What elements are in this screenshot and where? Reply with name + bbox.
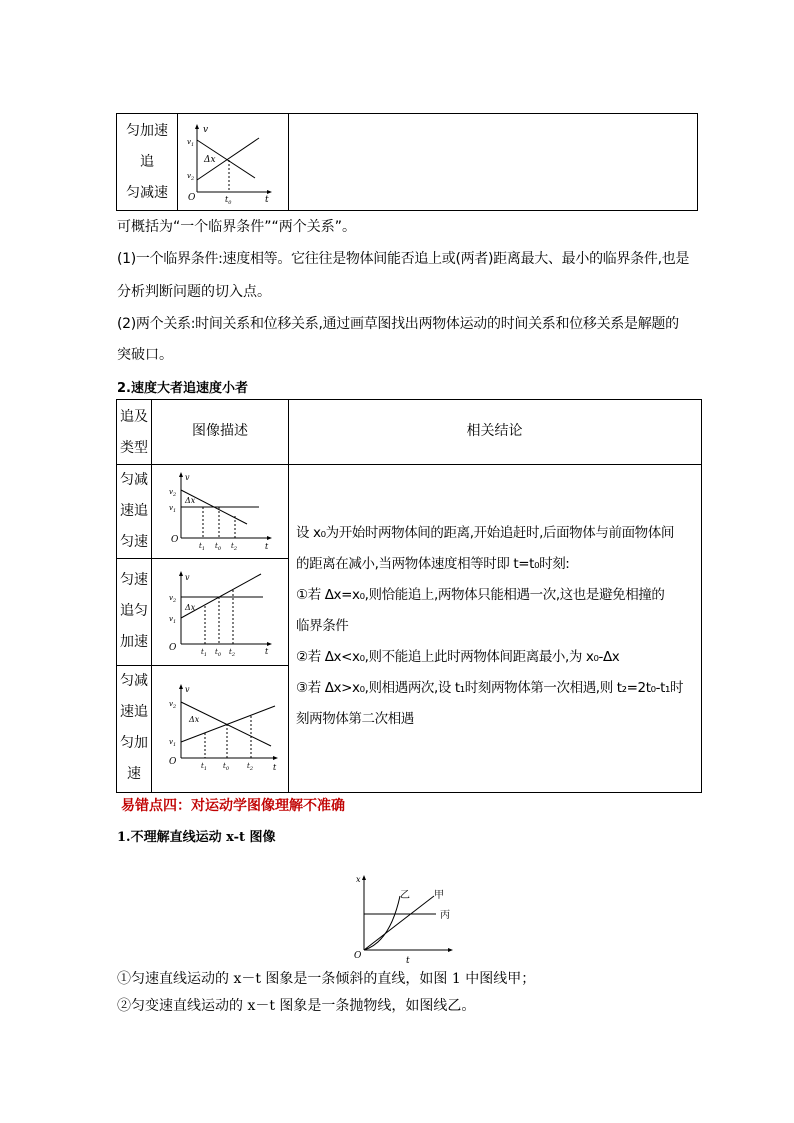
- axis-t-label: t: [273, 763, 277, 772]
- row-3-label-line: 匀加: [120, 735, 148, 751]
- row-2-label: [117, 565, 151, 658]
- row-3-label: [117, 666, 151, 790]
- origin-label: O: [169, 757, 177, 767]
- v2-label: [169, 488, 176, 498]
- section-2-col-divider-1: [151, 399, 152, 792]
- header-type-line: 追及: [120, 409, 148, 425]
- t2-label-main: t: [247, 762, 250, 770]
- top-table-divider-2: [177, 113, 178, 210]
- conclusion-p2a: ①若 Δx=x₀,则恰能追上,两物体只能相遇一次,这也是避免相撞的: [296, 587, 665, 603]
- t2-label: [231, 542, 237, 550]
- v2-label-sub: 2: [172, 704, 177, 710]
- row-1-label-line: 匀速: [120, 534, 148, 550]
- row-3-label-line: 匀减: [120, 673, 148, 689]
- t1-label: [201, 762, 207, 772]
- axis-x-label: x: [356, 875, 361, 884]
- row-3-label-line: 速追: [120, 704, 148, 720]
- row-1-label-line: 速追: [120, 503, 148, 519]
- t1-label-sub: 1: [203, 652, 208, 658]
- delta-x-label: Δx: [204, 155, 216, 165]
- t0-label-main: t: [225, 195, 229, 204]
- conclusion-p3: ②若 Δx<x₀,则不能追上此时两物体间距离最小,为 x₀-Δx: [296, 649, 620, 665]
- v1-label-main: v: [169, 738, 173, 746]
- section-4-item-2: ②匀变速直线运动的 x－t 图象是一条抛物线，如图线乙。: [117, 998, 476, 1014]
- summary-line-2b: 分析判断问题的切入点。: [117, 284, 271, 300]
- t1-label-main: t: [199, 542, 202, 550]
- v2-label-sub: 2: [190, 176, 195, 182]
- header-type-line: 类型: [120, 440, 148, 456]
- axis-v-label: v: [185, 685, 190, 694]
- t1-label-sub: 1: [203, 766, 208, 772]
- conclusion-block: [296, 518, 696, 735]
- t2-label-sub: 2: [249, 766, 254, 772]
- v1-label-sub: 1: [190, 142, 195, 148]
- t2-label: [229, 648, 235, 658]
- t0-label: [223, 762, 230, 772]
- graph-decel-vs-accel: [163, 682, 283, 774]
- axis-v-label: v: [185, 573, 190, 582]
- graph-uniform-vs-accel: [163, 568, 275, 658]
- row-2-label-line: 加速: [120, 634, 148, 650]
- t2-label-sub: 2: [231, 652, 236, 658]
- t0-label-sub: 0: [217, 546, 222, 550]
- section-4-item-1: ①匀速直线运动的 x－t 图象是一条倾斜的直线，如图 1 中图线甲；: [117, 971, 536, 987]
- axis-t-label: t: [265, 195, 269, 204]
- v2-label-main: v: [169, 700, 173, 708]
- line-yi-label: 乙: [400, 890, 410, 901]
- v1-label: [169, 615, 176, 625]
- v2-label-sub: 2: [172, 598, 177, 604]
- section-4-subheading: 1.不理解直线运动 x-t 图像: [117, 830, 276, 845]
- t2-label-main: t: [229, 648, 232, 656]
- row-2-label-line: 匀速: [120, 572, 148, 588]
- t0-label-main: t: [215, 542, 218, 550]
- conclusion-p4a: ③若 Δx>x₀,则相遇两次,设 t₁时刻两物体第一次相遇,则 t₂=2t₀-t₁时: [296, 680, 684, 696]
- summary-line-2a: (1)一个临界条件:速度相等。它往往是物体间能否追上或(两者)距离最大、最小的临界条件,也是: [117, 251, 690, 267]
- line-bing-label: 丙: [440, 910, 450, 921]
- section-2-col-divider-2: [288, 399, 289, 792]
- axis-t-label: t: [265, 542, 269, 550]
- v1-label: [169, 738, 176, 748]
- top-table-label: [117, 116, 177, 209]
- summary-line-3a: (2)两个关系:时间关系和位移关系,通过画草图找出两物体运动的时间关系和位移关系是解题的: [117, 316, 679, 332]
- graph-x-t: [352, 872, 464, 964]
- t0-label-sub: 0: [228, 200, 232, 204]
- t1-label: [201, 648, 207, 658]
- axis-t-label: t: [265, 647, 269, 656]
- t0-label-main: t: [223, 762, 226, 770]
- t0-label-sub: 0: [217, 652, 222, 658]
- t1-label-main: t: [201, 762, 204, 770]
- t0-label-sub: 0: [225, 766, 230, 772]
- section-2-heading: 2.速度大者追速度小者: [117, 381, 248, 396]
- graph-decel-vs-uniform: [165, 470, 275, 550]
- conclusion-p2b: 临界条件: [296, 618, 349, 634]
- delta-x-label: Δx: [189, 715, 200, 724]
- t0-label: [225, 195, 232, 204]
- t1-label-main: t: [201, 648, 204, 656]
- v1-label-sub: 1: [172, 742, 177, 748]
- v1-label-main: v: [169, 615, 173, 623]
- v1-label-main: v: [187, 138, 191, 146]
- summary-line-1: 可概括为“一个临界条件”“两个关系”。: [117, 219, 357, 235]
- delta-x-label: Δx: [185, 496, 196, 505]
- conclusion-p4b: 刻两物体第二次相遇: [296, 711, 414, 727]
- v1-label-main: v: [169, 504, 173, 512]
- v2-label-sub: 2: [172, 492, 177, 498]
- v2-label: [169, 700, 176, 710]
- summary-line-3b: 突破口。: [117, 347, 173, 363]
- top-table-label-line: 匀加速: [126, 123, 168, 139]
- section-4-title: 易错点四：对运动学图像理解不准确: [121, 798, 345, 814]
- t0-label-main: t: [215, 648, 218, 656]
- top-table-label-line: 追: [140, 154, 154, 170]
- t2-label: [247, 762, 253, 772]
- line-jia-label: 甲: [434, 890, 444, 901]
- v1-label-sub: 1: [172, 619, 177, 625]
- t2-label-main: t: [231, 542, 234, 550]
- header-graph: 图像描述: [192, 423, 248, 439]
- axis-t-label: t: [406, 956, 410, 964]
- v1-label-sub: 1: [172, 508, 177, 514]
- row-1-label-line: 匀减: [120, 472, 148, 488]
- delta-x-label: Δx: [185, 603, 196, 612]
- graph-accel-vs-decel: [185, 122, 275, 204]
- t2-label-sub: 2: [233, 546, 238, 550]
- v2-label: [187, 172, 194, 182]
- axis-v-label: v: [185, 473, 190, 482]
- conclusion-p1a: 设 x₀为开始时两物体间的距离,开始追赶时,后面物体与前面物体间: [296, 525, 674, 541]
- t0-label: [215, 542, 222, 550]
- top-table-divider: [288, 113, 289, 210]
- v1-label: [169, 504, 176, 514]
- t0-label: [215, 648, 222, 658]
- row-3-label-line: 速: [127, 766, 141, 782]
- v2-label-main: v: [187, 172, 191, 180]
- origin-label: O: [188, 193, 196, 203]
- conclusion-p1b: 的距离在减小,当两物体速度相等时即 t=t₀时刻:: [296, 556, 570, 572]
- section-2-row-divider-2: [116, 558, 289, 559]
- v2-label-main: v: [169, 594, 173, 602]
- origin-label: O: [354, 951, 362, 961]
- v2-label: [169, 594, 176, 604]
- top-table-label-line: 匀减速: [126, 185, 168, 201]
- t1-label-sub: 1: [201, 546, 206, 550]
- origin-label: O: [171, 535, 179, 545]
- axis-v-label: v: [203, 125, 209, 135]
- header-type: [117, 402, 151, 464]
- v1-label: [187, 138, 194, 148]
- section-2-row-divider-1: [116, 464, 701, 465]
- t1-label: [199, 542, 205, 550]
- v2-label-main: v: [169, 488, 173, 496]
- row-2-label-line: 追匀: [120, 603, 148, 619]
- row-1-label: [117, 465, 151, 558]
- origin-label: O: [169, 643, 177, 653]
- header-conclusion: 相关结论: [466, 423, 523, 439]
